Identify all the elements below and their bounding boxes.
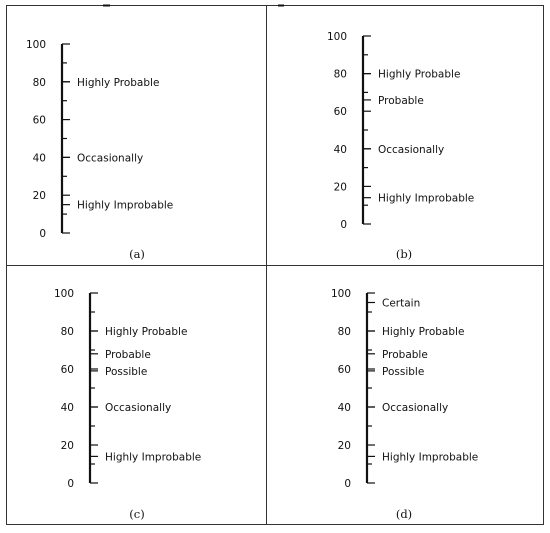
tick-label: 40 bbox=[32, 152, 46, 165]
tick-label: 100 bbox=[330, 288, 351, 300]
panel-caption: (a) bbox=[129, 247, 145, 261]
scale-category-label: Possible bbox=[382, 365, 425, 378]
scale-category-label: Highly Probable bbox=[77, 76, 160, 89]
scale-category-label: Highly Probable bbox=[105, 326, 188, 338]
scale-category-label: Certain bbox=[382, 297, 421, 310]
scale-category-label: Occasionally bbox=[378, 143, 445, 156]
tick-label: 40 bbox=[333, 143, 347, 156]
tick-label: 40 bbox=[337, 402, 351, 414]
tick-label: 80 bbox=[333, 68, 347, 81]
panel-caption: (b) bbox=[395, 247, 413, 261]
scale-panel bbox=[331, 288, 478, 521]
tick-label: 60 bbox=[337, 364, 351, 376]
tick-label: 80 bbox=[32, 76, 46, 89]
tick-label: 80 bbox=[60, 326, 74, 338]
scale-category-label: Possible bbox=[105, 365, 148, 378]
panel-caption: (d) bbox=[395, 507, 413, 521]
scale-category-label: Highly Probable bbox=[382, 326, 465, 338]
tick-label: 60 bbox=[60, 364, 74, 376]
scale-category-label: Highly Improbable bbox=[378, 192, 475, 205]
scale-category-label: Occasionally bbox=[105, 402, 172, 414]
tick-label: 60 bbox=[32, 114, 46, 127]
scale-panel bbox=[26, 39, 173, 261]
tick-label: 20 bbox=[337, 440, 351, 452]
scale-category-label: Highly Improbable bbox=[77, 199, 174, 212]
scale-panel bbox=[327, 31, 474, 261]
tick-label: 100 bbox=[53, 288, 74, 300]
tick-label: 20 bbox=[60, 440, 74, 452]
tick-label: 0 bbox=[340, 219, 347, 231]
tick-label: 100 bbox=[25, 39, 46, 51]
panels bbox=[26, 31, 478, 521]
tick-label: 40 bbox=[60, 402, 74, 414]
scale-panel bbox=[54, 288, 201, 521]
tick-label: 0 bbox=[344, 478, 351, 490]
scale-category-label: Occasionally bbox=[382, 402, 449, 414]
panel-caption: (c) bbox=[129, 507, 145, 521]
scale-category-label: Highly Probable bbox=[378, 68, 461, 81]
scale-category-label: Probable bbox=[105, 348, 151, 361]
tick-label: 0 bbox=[67, 478, 74, 490]
tick-label: 80 bbox=[337, 326, 351, 338]
scale-category-label: Probable bbox=[382, 348, 428, 361]
scale-category-label: Occasionally bbox=[77, 152, 144, 165]
tick-label: 20 bbox=[333, 181, 347, 194]
tick-label: 20 bbox=[32, 190, 46, 203]
scale-category-label: Highly Improbable bbox=[105, 451, 202, 464]
scale-category-label: Highly Improbable bbox=[382, 451, 479, 464]
scale-category-label: Probable bbox=[378, 94, 424, 107]
tick-label: 100 bbox=[326, 31, 347, 43]
tick-label: 60 bbox=[333, 106, 347, 119]
tick-label: 0 bbox=[39, 228, 46, 240]
